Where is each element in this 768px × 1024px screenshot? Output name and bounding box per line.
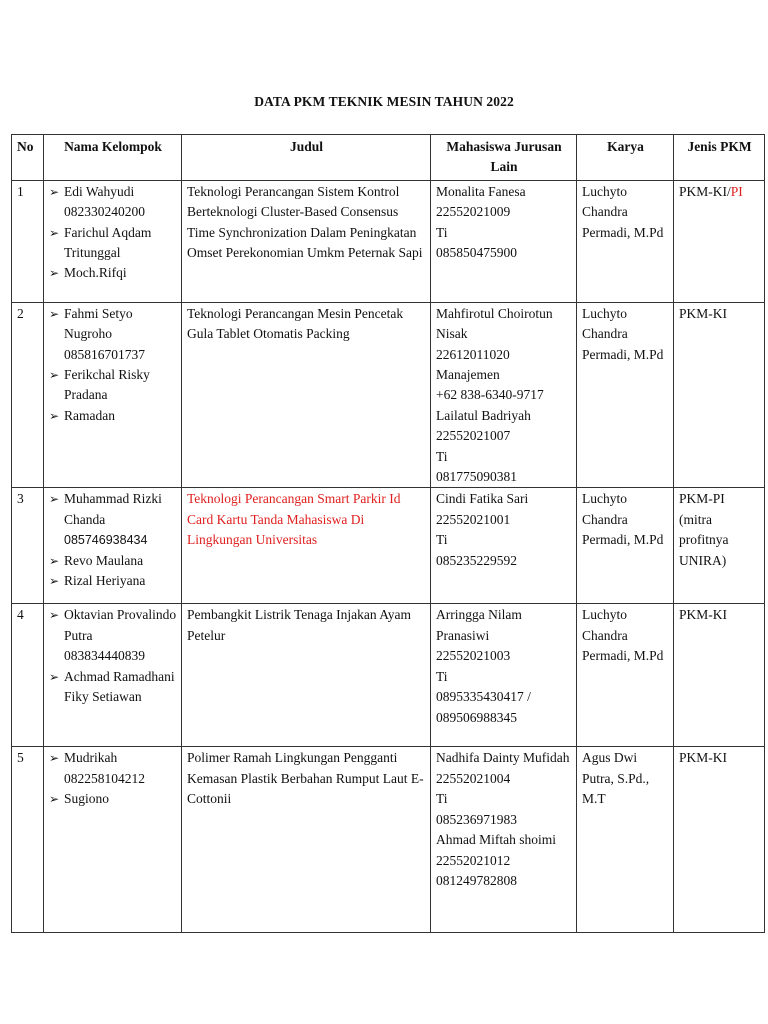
jenis-pkm-value: PKM-KI/ — [679, 183, 731, 199]
member-name: Mudrikah — [64, 750, 118, 766]
mahasiswa-line: Ti — [436, 448, 448, 464]
header-mahasiswa-jurusan-lain: Mahasiswa Jurusan Lain — [431, 135, 577, 181]
member-phone: 082330240200 — [64, 204, 145, 220]
arrow-bullet-icon: ➢ — [49, 225, 60, 240]
mahasiswa-line: 22552021004 — [436, 770, 511, 786]
table-header-row — [12, 135, 765, 181]
cell-mahasiswa — [431, 604, 577, 747]
cell-karya: Luchyto Chandra Permadi, M.Pd — [577, 604, 674, 747]
cell-karya: Luchyto Chandra Permadi, M.Pd — [577, 180, 674, 302]
cell-no: 1 — [12, 180, 44, 302]
cell-no: 3 — [12, 488, 44, 604]
header-no: No — [12, 135, 44, 181]
jenis-pkm-value: PKM-KI — [679, 750, 728, 766]
arrow-bullet-icon: ➢ — [49, 574, 60, 589]
jenis-pkm-value: PKM-KI — [679, 607, 728, 623]
header-judul: Judul — [182, 135, 431, 181]
member-item — [49, 223, 177, 264]
table-row — [12, 180, 765, 302]
member-name: Oktavian Provalindo Putra — [64, 607, 177, 643]
member-item — [49, 551, 177, 571]
header-karya: Karya — [577, 135, 674, 181]
member-name: Rizal Heriyana — [64, 573, 146, 589]
jenis-pkm-suffix: PI — [730, 183, 743, 199]
cell-karya: Luchyto Chandra Permadi, M.Pd — [577, 488, 674, 604]
member-item — [49, 789, 177, 809]
member-name: Ramadan — [64, 407, 115, 423]
pkm-table — [11, 134, 765, 933]
arrow-bullet-icon: ➢ — [49, 792, 60, 807]
cell-karya: Agus Dwi Putra, S.Pd., M.T — [577, 747, 674, 933]
mahasiswa-line: +62 838-6340-9717 — [436, 387, 544, 403]
mahasiswa-line: Arringga Nilam Pranasiwi — [436, 607, 522, 643]
member-name: Edi Wahyudi — [64, 183, 135, 199]
cell-nama-kelompok — [44, 747, 182, 933]
cell-no: 5 — [12, 747, 44, 933]
cell-jenis-pkm — [674, 604, 765, 747]
member-item — [49, 263, 177, 283]
cell-mahasiswa — [431, 747, 577, 933]
member-list — [49, 182, 177, 284]
arrow-bullet-icon: ➢ — [49, 669, 60, 684]
cell-no: 2 — [12, 302, 44, 488]
arrow-bullet-icon: ➢ — [49, 608, 60, 623]
member-item — [49, 365, 177, 406]
mahasiswa-line: Ti — [436, 532, 448, 548]
table-body — [12, 180, 765, 933]
mahasiswa-line: Nadhifa Dainty Mufidah — [436, 750, 570, 766]
cell-jenis-pkm — [674, 302, 765, 488]
member-phone: 085816701737 — [64, 346, 145, 362]
cell-judul: Teknologi Perancangan Smart Parkir Id Card Kartu Tanda Mahasiswa Di Lingkungan Universitas — [182, 488, 431, 604]
table-row — [12, 302, 765, 488]
mahasiswa-line: Mahfirotul Choirotun Nisak — [436, 305, 553, 342]
arrow-bullet-icon: ➢ — [49, 184, 60, 199]
member-item — [49, 489, 177, 550]
header-jenis-pkm: Jenis PKM — [674, 135, 765, 181]
member-list — [49, 489, 177, 591]
member-item — [49, 667, 177, 708]
mahasiswa-line: Ti — [436, 668, 448, 684]
cell-mahasiswa — [431, 488, 577, 604]
cell-mahasiswa — [431, 180, 577, 302]
member-item — [49, 304, 177, 365]
member-name: Ferikchal Risky Pradana — [64, 367, 150, 403]
mahasiswa-line: 22552021003 — [436, 648, 511, 664]
arrow-bullet-icon: ➢ — [49, 266, 60, 281]
member-item — [49, 182, 177, 223]
mahasiswa-line: Cindi Fatika Sari — [436, 491, 529, 507]
mahasiswa-line: Monalita Fanesa — [436, 183, 526, 199]
member-list — [49, 605, 177, 707]
arrow-bullet-icon: ➢ — [49, 492, 60, 507]
member-list — [49, 748, 177, 809]
mahasiswa-line: Ti — [436, 224, 448, 240]
table-row — [12, 604, 765, 747]
table-row — [12, 747, 765, 933]
mahasiswa-line: 0895335430417 / 089506988345 — [436, 689, 531, 725]
mahasiswa-line: 22552021007 — [436, 428, 511, 444]
member-phone: 085746938434 — [64, 533, 148, 548]
member-name: Sugiono — [64, 791, 110, 807]
cell-judul: Teknologi Perancangan Mesin Pencetak Gula Tablet Otomatis Packing — [182, 302, 431, 488]
member-name: Farichul Aqdam Tritunggal — [64, 224, 152, 261]
mahasiswa-line: 22552021012 — [436, 852, 511, 868]
header-nama-kelompok: Nama Kelompok — [44, 135, 182, 181]
cell-jenis-pkm — [674, 747, 765, 933]
member-item — [49, 571, 177, 591]
cell-jenis-pkm — [674, 180, 765, 302]
member-name: Revo Maulana — [64, 552, 144, 568]
mahasiswa-line: Lailatul Badriyah — [436, 407, 531, 423]
cell-nama-kelompok — [44, 302, 182, 488]
mahasiswa-line: 081775090381 — [436, 469, 517, 485]
cell-judul: Teknologi Perancangan Sistem Kontrol Berteknologi Cluster-Based Consensus Time Synchronization Dalam Peningkatan Omset Perekonomian Umkm Peternak Sapi — [182, 180, 431, 302]
member-list — [49, 304, 177, 426]
arrow-bullet-icon: ➢ — [49, 408, 60, 423]
cell-karya: Luchyto Chandra Permadi, M.Pd — [577, 302, 674, 488]
member-name: Moch.Rifqi — [64, 265, 127, 281]
mahasiswa-line: 22552021001 — [436, 511, 511, 527]
mahasiswa-line: 085235229592 — [436, 552, 517, 568]
member-name: Achmad Ramadhani Fiky Setiawan — [64, 668, 175, 705]
cell-judul: Pembangkit Listrik Tenaga Injakan Ayam Petelur — [182, 604, 431, 747]
mahasiswa-line: 085850475900 — [436, 245, 517, 261]
arrow-bullet-icon: ➢ — [49, 751, 60, 766]
cell-mahasiswa — [431, 302, 577, 488]
mahasiswa-line: Manajemen — [436, 367, 500, 383]
mahasiswa-line: 22612011020 — [436, 346, 510, 362]
cell-nama-kelompok — [44, 180, 182, 302]
arrow-bullet-icon: ➢ — [49, 553, 60, 568]
cell-no: 4 — [12, 604, 44, 747]
member-phone: 082258104212 — [64, 770, 145, 786]
cell-nama-kelompok — [44, 604, 182, 747]
arrow-bullet-icon: ➢ — [49, 306, 60, 321]
arrow-bullet-icon: ➢ — [49, 368, 60, 383]
mahasiswa-line: 085236971983 — [436, 811, 517, 827]
cell-judul: Polimer Ramah Lingkungan Pengganti Kemasan Plastik Berbahan Rumput Laut E-Cottonii — [182, 747, 431, 933]
member-item — [49, 406, 177, 426]
mahasiswa-line: 22552021009 — [436, 204, 511, 220]
mahasiswa-line: Ti — [436, 791, 448, 807]
mahasiswa-line: Ahmad Miftah shoimi — [436, 832, 556, 848]
document-title: DATA PKM TEKNIK MESIN TAHUN 2022 — [254, 94, 514, 109]
table-row — [12, 488, 765, 604]
member-phone: 083834440839 — [64, 648, 145, 664]
cell-nama-kelompok — [44, 488, 182, 604]
member-name: Fahmi Setyo Nugroho — [64, 305, 133, 342]
member-name: Muhammad Rizki Chanda — [64, 491, 162, 527]
member-item — [49, 748, 177, 789]
jenis-pkm-value: PKM-PI — [679, 491, 725, 507]
member-item — [49, 605, 177, 666]
jenis-pkm-note: (mitra profitnya UNIRA) — [679, 511, 729, 568]
cell-jenis-pkm — [674, 488, 765, 604]
jenis-pkm-value: PKM-KI — [679, 305, 728, 321]
mahasiswa-line: 081249782808 — [436, 872, 517, 888]
